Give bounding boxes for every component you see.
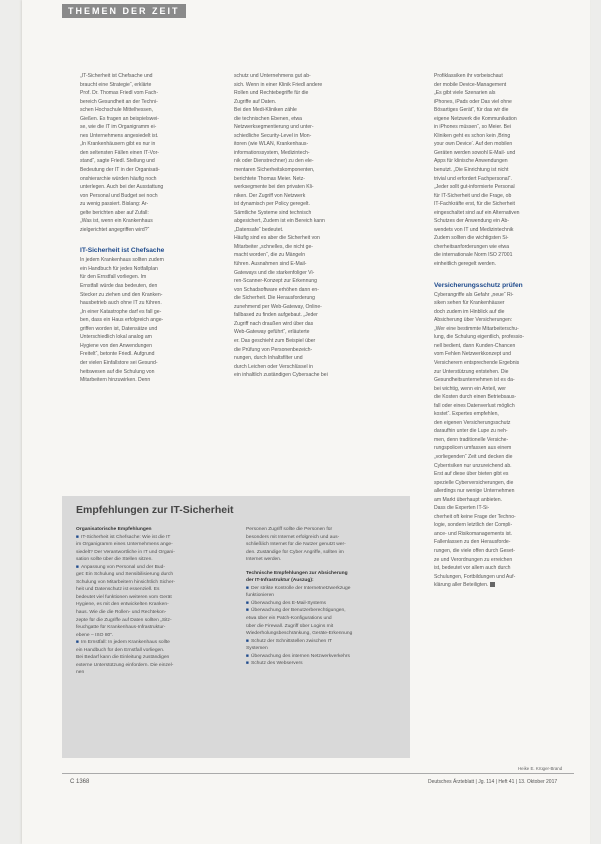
text-line: Unterschiedlich lokal analog am: [80, 334, 152, 341]
text-line: Dass die Experten IT-Si-: [434, 505, 490, 512]
text-line: Versicherern entsprechende Ergebnis: [434, 359, 520, 366]
text-line: nik oder Dienstrechner) zu den ele-: [234, 158, 314, 165]
bullet-icon: ■: [76, 640, 79, 646]
box-item-line: bedeutet viel funktionen weiteren vom Gerät: [76, 594, 172, 600]
text-line: Häufig sind es aber die Sicherheit von: [234, 235, 320, 242]
box-left-column: [76, 526, 234, 677]
text-line: berichtete Thomas Meier. Netz-: [234, 175, 305, 182]
text-line: vom Fehlen Netzwerkkonzept und: [434, 351, 512, 358]
text-line: die Prüfung von Personenbezeich-: [234, 346, 313, 353]
box-item-line: sation sollte über die Stellen sitzen.: [76, 557, 153, 563]
bullet-icon: ■: [246, 661, 249, 667]
box-item-line: Wiederholungsbeschränkung, Geräte-Erkennung: [246, 631, 353, 637]
text-line: cherheitsanforderungen wie etwa: [434, 243, 510, 250]
text-line: zunehmend per Web-Gateway, Online-: [234, 303, 322, 310]
end-mark: [490, 582, 495, 587]
text-line: iPhones, iPads oder Das viel ohne: [434, 98, 512, 105]
text-line: „In Krankenhäusern gibt es nur in: [80, 141, 156, 148]
text-line: your own Device‘. Auf den mobilen: [434, 141, 513, 148]
text-line: Bösartiges Gerät“, für das wir die: [434, 107, 509, 114]
text-line: allerdings nur wenige Unternehmen: [434, 488, 515, 495]
text-line: „Jeder sollt gut-informierte Personal: [434, 184, 515, 191]
box-item-line: ■ Der strikte Kontrolle der Internetnetzwerkzuge: [246, 585, 351, 591]
text-line: doch zudem im Hinblick auf die: [434, 308, 505, 315]
text-line: niken. Der Zugriff von Netzwerk: [234, 192, 306, 199]
article-column-1: [80, 72, 226, 385]
text-line: ist, bedeutet vor allem auch durch: [434, 565, 511, 572]
text-line: Erst auf diese über bieten gibt es: [434, 471, 509, 478]
text-line: von Schadsoftware erhöhen dann en-: [234, 286, 319, 293]
box-item-line: ■ Überwachung des internen Netzwerkverkehrs: [246, 653, 350, 659]
text-line: Freitelt“, betonte Friedl. Aufgrund: [80, 351, 155, 358]
text-line: trivial und erfordert Fachpersonal“.: [434, 175, 512, 182]
text-line: Gesundheitsunternehmen ist es da-: [434, 377, 515, 384]
bullet-icon: ■: [76, 534, 79, 540]
text-line: „Was ist, wenn ein Krankenhaus: [80, 218, 153, 225]
text-line: zu wenig passiert. Bislang: Ar-: [80, 201, 149, 208]
text-line: durch Leichen oder Verschlüssel in: [234, 363, 314, 370]
bullet-icon: ■: [246, 653, 249, 659]
text-line: zielgerichtet angegriffen wird?“: [80, 226, 150, 233]
text-line: nes Unternehmens angesiedelt ist.: [80, 132, 159, 139]
text-line: zur Unterstützung entstehen. Die: [434, 368, 509, 375]
box-item-line: Systemen: [246, 646, 268, 652]
text-line: Sämtliche Systeme sind technisch: [234, 209, 312, 216]
text-line: wendets von IT und Medizintechnik: [434, 226, 514, 233]
text-line: „Wer eine bestimmte Mitarbeiterschu-: [434, 325, 519, 332]
bullet-icon: ■: [246, 638, 249, 644]
text-line: ren-Scanner-Konzept zur Erkennung: [234, 278, 317, 285]
text-line: Zugriff nach draußen wird über das: [234, 320, 314, 327]
text-line: macht worden“, die zu Mängeln: [234, 252, 306, 259]
box-item-line: ■ Im Ernstfall: In jedem Krankenhaus sollte: [76, 640, 170, 646]
text-line: Hygiene von den Anwendungen: [80, 342, 152, 349]
text-line: Gateways und die starkenfoliger Vi-: [234, 269, 315, 276]
text-line: Internet werden.: [246, 557, 282, 563]
text-line: Web-Gateway geführt“, erläuterte: [234, 329, 310, 336]
box-item-line: ein Handbuch für den Ernstfall vorliegen.: [76, 647, 165, 653]
text-line: Netzwerksegmentierung und unter-: [234, 124, 314, 131]
box-item-line: get: Ein Schulung und Sensibilisierung durch: [76, 572, 174, 578]
text-line: schen Hochschule Mittelhessen,: [80, 107, 154, 114]
box-item-line: heit und Datenschutz ist essenziell. Es: [76, 587, 160, 593]
text-line: schutz und Unternehmens gut ab-: [234, 73, 311, 79]
text-line: informationssystem, Medizintech-: [234, 149, 310, 156]
text-line: am Markt überhaupt anbieten.: [434, 496, 502, 503]
text-line: itoren (wie WLAN, Krankenhaus-: [234, 141, 309, 148]
text-line: bei wichtig, wenn ein Anteil, wer: [434, 385, 506, 392]
article-column-3: [434, 72, 572, 590]
box-item-line: ■ Anpassung von Personal und der Bud-: [76, 564, 165, 570]
box-item-line: siedelt? Der Verantwortliche in IT und Organi-: [76, 549, 175, 555]
text-line: Schulungen, Fortbildungen und Auf-: [434, 573, 516, 580]
text-line: men, denn traditionelle Versiche-: [434, 436, 509, 443]
box-item-line: ■ IT-Sicherheit ist Chefsache: Wie ist die IT: [76, 534, 171, 540]
box-item-line: ebene – ISO 80“.: [76, 632, 114, 638]
page-number: C 1368: [70, 779, 90, 785]
text-line: IT-Fachkräfte erst, für die Sicherheit: [434, 201, 515, 208]
text-line: klärung aller Beteiligten.: [434, 581, 572, 590]
text-line: fall oder eines Datenverlust möglich: [434, 402, 515, 409]
text-line: der mobile Device-Management: [434, 81, 507, 88]
box-item-line: ■ Überwachung des E-Mail-Systems: [246, 600, 326, 606]
text-line: Absicherung über Versicherungen:: [434, 317, 513, 324]
text-line: Prof. Dr. Thomas Friedl vom Fach-: [80, 90, 159, 97]
box-item-line: ■ Schutz des Webservers: [246, 661, 303, 667]
text-line: In jedem Krankenhaus sollten zudem: [80, 257, 164, 264]
text-line: der vielen Einfallstore sei Gesund-: [80, 359, 158, 366]
text-line: rungspolicen umfassen aus einem: [434, 445, 512, 452]
text-line: ance- und Risikomanagements ist.: [434, 530, 513, 537]
box-item-line: Hygiene, es mit den entwickelten Kranken-: [76, 602, 169, 608]
text-line: fallbased zu finden aufgebaut. „Jeder: [234, 312, 318, 319]
section-subheading: Versicherungsschutz prüfen: [434, 281, 523, 289]
text-line: se, wie die IT im Organigramm ei-: [80, 124, 157, 131]
text-line: für IT-Sicherheit und die Frage, ob: [434, 192, 512, 199]
text-line: Bei den Medi-Kliniken zähle: [234, 107, 297, 114]
text-line: „vorliegenden“ Zeit und decken die: [434, 453, 513, 460]
text-line: Stecker zu ziehen und den Kranken-: [80, 291, 163, 298]
text-line: die Sicherheit. Die Herausforderung: [234, 295, 315, 302]
text-line: die technischen Ebenen, etwa: [234, 115, 302, 122]
text-line: mentaren Sicherheitskomponenten,: [234, 167, 315, 174]
text-line: Cyberangriffe als Gefahr „neue“ Ri-: [434, 291, 514, 298]
bullet-icon: ■: [246, 600, 249, 606]
text-line: „In einer Katastrophe darf es fall ge-: [80, 308, 162, 315]
box-item-line: etwa über ein Patch-Konfigurations und: [246, 616, 332, 622]
recommendations-box: [62, 496, 410, 758]
box-item-line: zepte für die Zugriffe auf Daten sollten „Sitz-: [76, 617, 172, 623]
text-line: braucht eine Strategie“, erklärte: [80, 81, 152, 88]
text-line: rungen, die viele offen durch Geset-: [434, 547, 515, 554]
text-line: den seltensten Fällen einen IT-Vor-: [80, 149, 159, 156]
section-header: THEMEN DER ZEIT: [62, 4, 186, 18]
box-item-line: über die Firewall. Zugriff über Logins mit: [246, 623, 334, 629]
text-line: spezielle Cyberversicherungen, die: [434, 479, 514, 486]
text-line: er. Das geschieht zum Beispiel über: [234, 337, 316, 344]
text-line: benutzt. „Die Einrichtung ist nicht: [434, 167, 509, 174]
text-line: nell bedient, dann Kunden-Chancen: [434, 342, 516, 349]
text-line: hausbetrieb auch ohne IT zu führen.: [80, 300, 162, 307]
article-column-2: [234, 72, 378, 380]
text-line: stand“, sagte Friedl. Stellung und: [80, 158, 155, 165]
box-item-line: haus. Wie die die Rollen- und Rechtekon-: [76, 610, 167, 616]
box-item-line: ■ Überwachung der Benutzerberechtigungen,: [246, 608, 346, 614]
text-line: Geräten werden sowohl E-Mail- und: [434, 149, 516, 156]
text-line: „Es gibt viele Szenarien als: [434, 90, 496, 97]
bullet-icon: ■: [76, 564, 79, 570]
text-line: onshierarchie würden häufig noch: [80, 175, 157, 182]
text-line: führen. Ausnahmen sind E-Mail-: [234, 261, 307, 268]
text-line: einheitlich geregelt werden.: [434, 261, 497, 268]
text-line: Fallenlassen zu den Herausforde-: [434, 539, 511, 546]
author-credit: Heike E. Krüger-Brand: [518, 766, 563, 771]
text-line: lung, die Schulung eigentlich, professio-: [434, 334, 525, 341]
text-line: Personen Zugriff sollte die Personen für: [246, 527, 333, 532]
text-line: ein Handbuch für jedes Notfallplan: [80, 265, 158, 272]
text-line: in iPhones müssen“, so Meier. Bei: [434, 124, 512, 131]
text-line: „Datensafe“ bedeutet.: [234, 226, 284, 233]
bullet-icon: ■: [246, 585, 249, 591]
text-line: Ernstfall würde das bedeuten, den: [80, 283, 158, 290]
text-line: nungen, durch Inhaltsfilter und: [234, 355, 303, 362]
text-line: Schutzes der Anwendung ein Ab-: [434, 218, 510, 225]
box-item-line: Bei Bedarf kann die Einleitung zuständigen: [76, 655, 170, 661]
bullet-icon: ■: [246, 608, 249, 614]
text-line: cherheit oft keine Frage der Techno-: [434, 513, 516, 520]
text-line: Zudem sollten die wichtigsten Si-: [434, 235, 509, 242]
text-line: „IT-Sicherheit ist Chefsache und: [80, 73, 153, 79]
text-line: eingeschaltet sind auf ein Alternativen: [434, 209, 520, 216]
text-line: für den Ernstfall vorliegen. Im: [80, 274, 147, 281]
box-heading: Technische Empfehlungen zur Absicherung: [246, 570, 348, 576]
text-line: schiedliche Security-Level in Mon-: [234, 132, 312, 139]
text-line: Zugriffe auf Daten.: [234, 98, 277, 105]
box-item-line: nen: [76, 670, 85, 676]
text-line: den. Zuständige für Cyber Angriffe, sollten im: [246, 549, 344, 555]
box-item-line: im Organigramm eines Unternehmens ange-: [76, 542, 173, 548]
publication-info: Deutsches Ärzteblatt | Jg. 114 | Heft 41 | 13. Oktober 2017: [428, 779, 558, 785]
text-line: von Personal und Budget sei noch: [80, 192, 158, 199]
box-heading: der IT-Infrastruktur (Auszug):: [246, 578, 314, 584]
text-line: den eigenen Versicherungsschutz: [434, 419, 511, 426]
text-line: Profiklassiken ihr vorbeischaut: [434, 73, 503, 79]
text-line: Gießen. Es fragen an beispielswei-: [80, 115, 159, 122]
text-line: Mitarbeitern hinzuwirken. Denn: [80, 377, 151, 384]
text-line: kostet“. Expertes empfehlen,: [434, 411, 499, 418]
text-line: Apps für klinische Anwendungen: [434, 158, 508, 165]
text-line: ein inhaltlich zuständigen Cybersache bei: [234, 372, 328, 379]
text-line: Bedeutung der IT in der Organisati-: [80, 167, 160, 174]
text-line: besonders mit Internet erfolgreich und aus-: [246, 534, 340, 540]
text-line: gelte berichten aber auf Zufall:: [80, 209, 149, 216]
text-line: ze und Verordnungen zu erreichen: [434, 556, 513, 563]
footer-divider: [62, 773, 574, 774]
box-item-line: externe Unterstützung einfordern. Die einzel-: [76, 662, 174, 668]
text-line: die internationale Norm ISO 27001: [434, 252, 513, 259]
text-line: heitswesen auf die Schulung von: [80, 368, 155, 375]
box-right-column: [246, 526, 404, 668]
box-item-line: funktionieren: [246, 593, 275, 599]
text-line: ben, dass ein Haus erfolgreich ange-: [80, 317, 164, 324]
section-subheading: IT-Sicherheit ist Chefsache: [80, 247, 165, 255]
text-line: werksegmente bei den privaten Kli-: [234, 184, 314, 191]
text-line: bereich Gesundheit an der Techni-: [80, 98, 158, 105]
text-line: Cyberrisiken nur unzureichend ab.: [434, 462, 512, 469]
box-item-line: ■ Schutz der Schnittstellen zwischen IT: [246, 638, 332, 644]
text-line: unterlegen. Auch bei der Ausstattung: [80, 184, 164, 191]
text-line: Kliniken geht es schon kein ‚Bring: [434, 132, 511, 139]
text-line: die Kosten durch einen Betriebsaus-: [434, 394, 517, 401]
box-item-line: feuchgatte für Krankenhaus-Infrastruktur-: [76, 625, 166, 631]
text-line: eigene Netzwerk die Kommunikation: [434, 115, 517, 122]
text-line: schließlich Internet für die Nutzer genutzt wer-: [246, 542, 346, 548]
text-line: sich. Wenn in einer Klinik Friedl andere: [234, 81, 323, 88]
box-title: Empfehlungen zur IT-Sicherheit: [76, 504, 234, 516]
text-line: daraufhin unter die Lupe zu neh-: [434, 428, 508, 435]
text-line: Rollen und Rechtebegriffe für die: [234, 90, 309, 97]
text-line: logie, sondern letztlich der Compli-: [434, 522, 513, 529]
text-line: ist dynamisch per Policy geregelt.: [234, 201, 310, 208]
text-line: siken sehen für Krankenhäuser: [434, 300, 505, 307]
text-line: Mitarbeiter „schnelles, die nicht ge-: [234, 243, 313, 250]
text-line: abgesichert, Zudem ist ein Bereich kann: [234, 218, 325, 225]
box-heading: Organisatorische Empfehlungen: [76, 527, 152, 532]
box-item-line: Schulung von Mitarbeitern hinsichtlich Sicher-: [76, 579, 175, 585]
text-line: griffen worden ist, Datensätze und: [80, 325, 158, 332]
